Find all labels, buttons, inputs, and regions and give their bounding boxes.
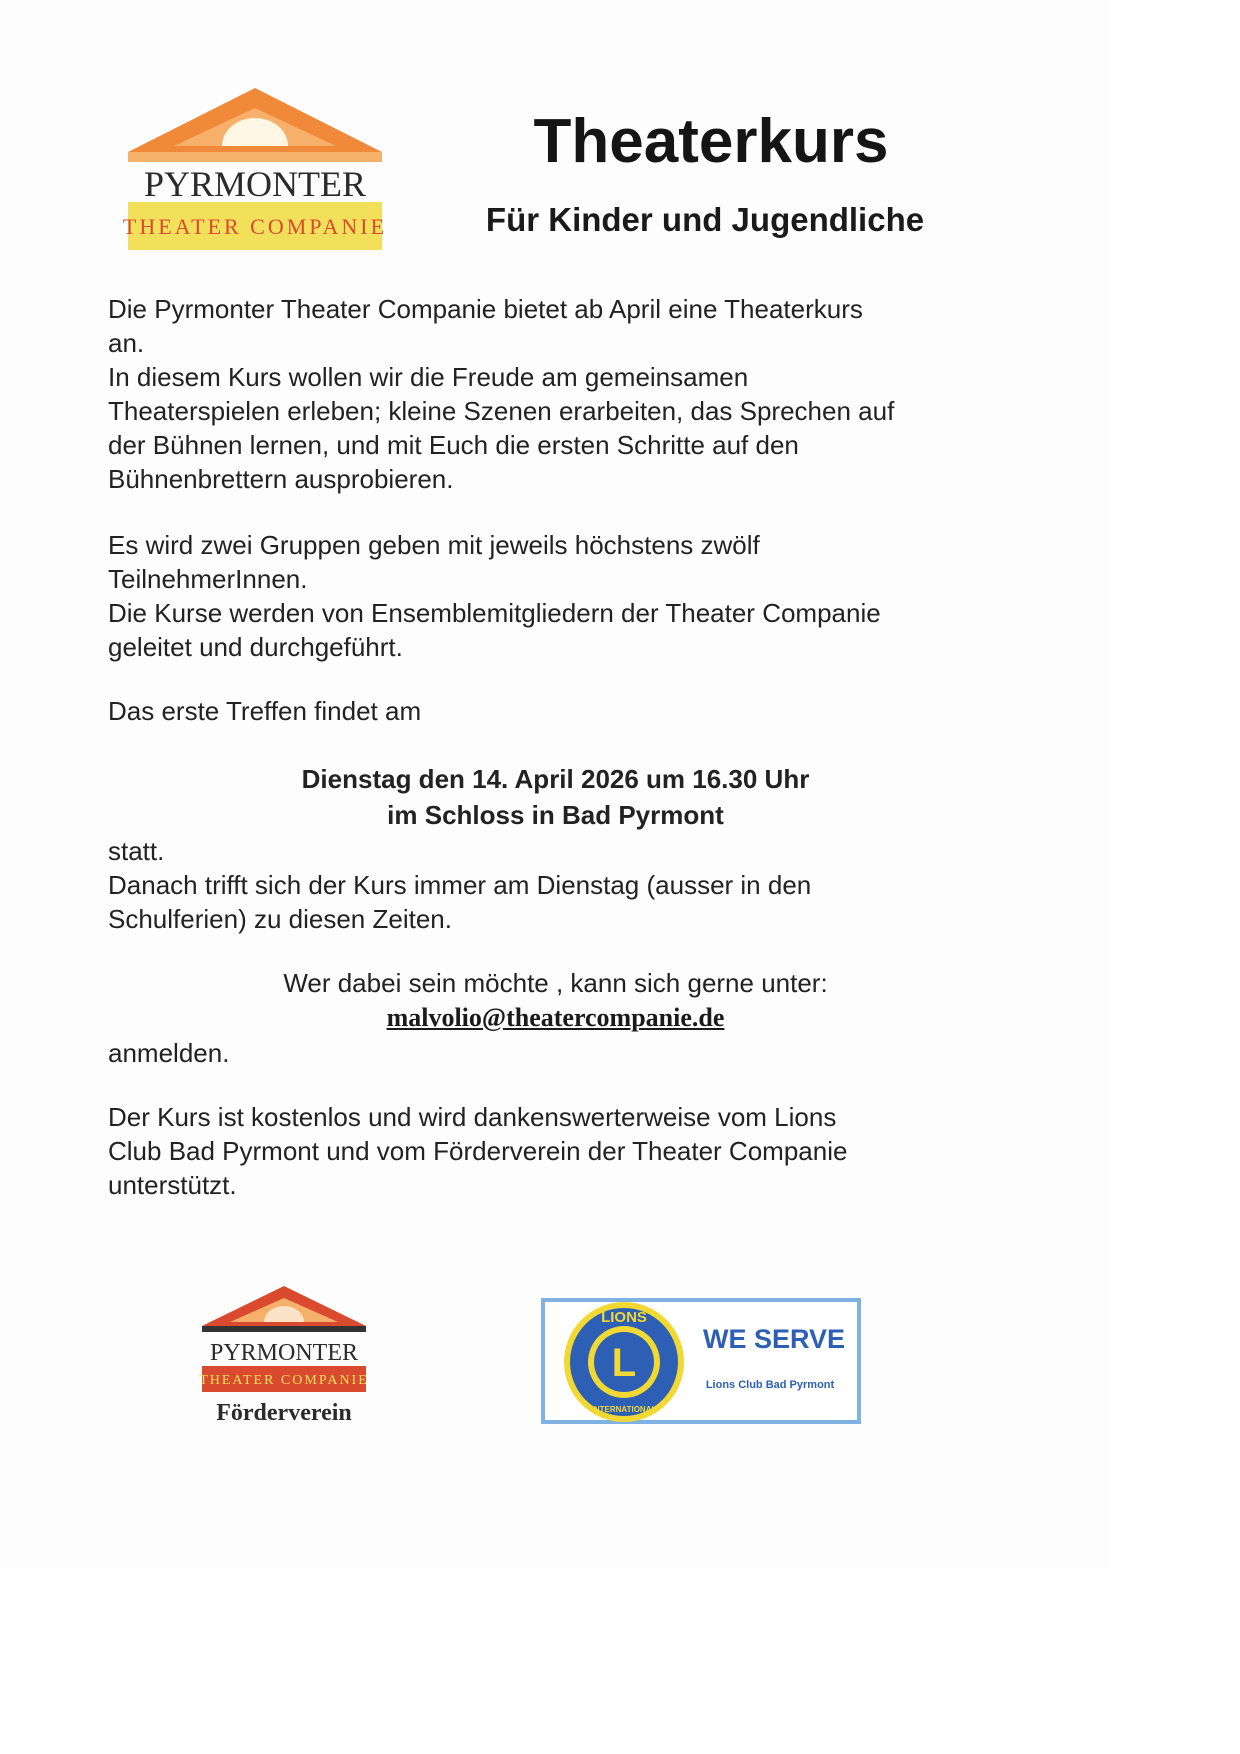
- meeting-date: Dienstag den 14. April 2026 um 16.30 Uhr: [301, 764, 810, 794]
- text-line: Schulferien) zu diesen Zeiten.: [108, 904, 452, 934]
- groups-paragraph: [108, 528, 1018, 664]
- lions-ring-top-text: LIONS: [601, 1309, 647, 1326]
- roof-beam: [202, 1326, 366, 1332]
- text-line: statt.: [108, 836, 165, 866]
- text-line: Es wird zwei Gruppen geben mit jeweils höchstens zwölf: [108, 530, 760, 560]
- roof-beam: [128, 152, 382, 162]
- logo-name-text: PYRMONTER: [209, 1340, 359, 1366]
- text-line: an.: [108, 328, 145, 358]
- lions-club-name: Lions Club Bad Pyrmont: [705, 1379, 835, 1391]
- text-line: Club Bad Pyrmont und vom Förderverein der Theater Companie: [108, 1136, 848, 1166]
- text-line: TeilnehmerInnen.: [108, 564, 308, 594]
- anmelden-line: anmelden.: [108, 1038, 230, 1068]
- text-line: Das erste Treffen findet am: [108, 696, 422, 726]
- lions-ring-bottom-text: INTERNATIONAL: [591, 1405, 657, 1414]
- lions-l-icon: L: [611, 1341, 637, 1385]
- lions-motto: WE SERVE: [702, 1324, 846, 1354]
- email-line: [108, 1000, 1003, 1035]
- schedule-paragraph: [108, 834, 1018, 936]
- sponsor-paragraph: [108, 1100, 1018, 1202]
- page-title: Theaterkurs: [533, 107, 889, 176]
- first-meeting-intro: [108, 694, 1018, 728]
- text-line: Bühnenbrettern ausprobieren.: [108, 464, 454, 494]
- email-link[interactable]: malvolio@theatercompanie.de: [386, 1003, 725, 1032]
- meeting-place: im Schloss in Bad Pyrmont: [387, 800, 724, 830]
- foerderverein-logo: [196, 1282, 372, 1432]
- text-line: unterstützt.: [108, 1170, 237, 1200]
- intro-paragraph: [108, 292, 1018, 496]
- foerderverein-caption: Förderverein: [216, 1400, 352, 1426]
- logo-sub-text: THEATER COMPANIE: [122, 214, 388, 239]
- text-line: der Bühnen lernen, und mit Euch die ersten Schritte auf den: [108, 430, 799, 460]
- lions-club-logo: [540, 1292, 864, 1432]
- text-line: Der Kurs ist kostenlos und wird dankenswerterweise vom Lions: [108, 1102, 837, 1132]
- logo-sub-text: THEATER COMPANIE: [199, 1373, 369, 1388]
- text-line: In diesem Kurs wollen wir die Freude am gemeinsamen: [108, 362, 749, 392]
- logo-name-text: PYRMONTER: [143, 164, 367, 204]
- text-line: Danach trifft sich der Kurs immer am Dienstag (ausser in den: [108, 870, 812, 900]
- text-line: Die Pyrmonter Theater Companie bietet ab April eine Theaterkurs: [108, 294, 863, 324]
- text-line: geleitet und durchgeführt.: [108, 632, 403, 662]
- registration-line: Wer dabei sein möchte , kann sich gerne unter:: [283, 968, 828, 998]
- text-line: Die Kurse werden von Ensemblemitgliedern der Theater Companie: [108, 598, 881, 628]
- page-subtitle: Für Kinder und Jugendliche: [485, 201, 925, 238]
- pyrmonter-theater-logo: [122, 84, 388, 254]
- text-line: Theaterspielen erleben; kleine Szenen erarbeiten, das Sprechen auf: [108, 396, 895, 426]
